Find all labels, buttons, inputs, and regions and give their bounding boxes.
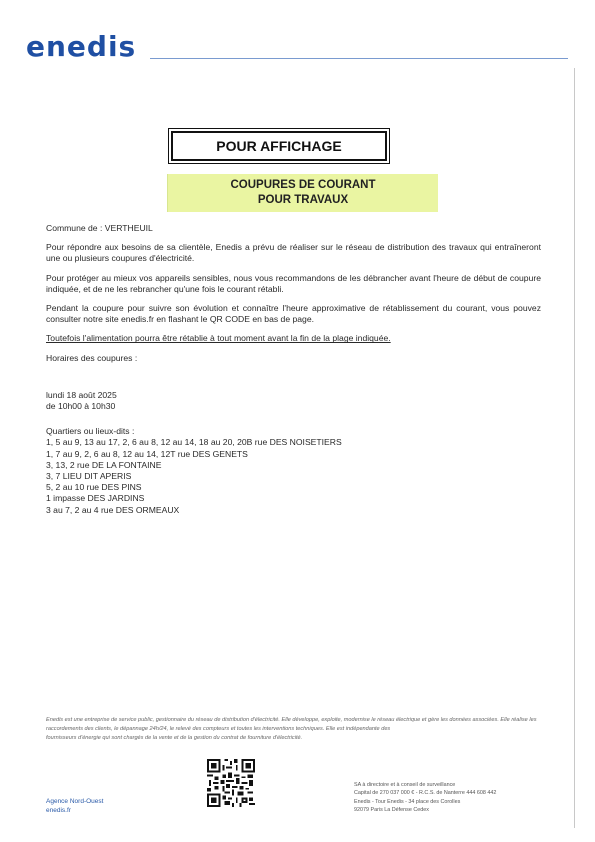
page-edge-line	[574, 68, 575, 828]
quartier-item: 3 au 7, 2 au 4 rue DES ORMEAUX	[46, 504, 180, 515]
paragraph-2: Pour protéger au mieux vos appareils sensibles, nous vous recommandons de les débrancher avant l'heure de début de coupure indiquée, et de ne les rebrancher qu'une fois le courant rétabli.	[46, 272, 541, 294]
quartier-item: 1, 7 au 9, 2, 6 au 8, 12 au 14, 12T rue DES GENETS	[46, 448, 248, 459]
enedis-logo: enedis	[26, 30, 137, 63]
quartier-item: 3, 7 LIEU DIT APERIS	[46, 471, 132, 482]
paragraph-3: Pendant la coupure pour suivre son évolution et connaître l'heure approximative de rétablissement du courant, vous pouvez consulter notre site enedis.fr en flashant le QR CODE en bas de page.	[46, 303, 541, 325]
company-line-2: Capital de 270 037 000 € - R.C.S. de Nanterre 444 608 442	[354, 790, 497, 797]
agency-name: Agence Nord-Ouest	[46, 798, 104, 805]
quartiers-label: Quartiers ou lieux-dits :	[46, 426, 135, 437]
coupures-title-box	[167, 174, 438, 212]
commune-line: Commune de : VERTHEUIL	[46, 223, 153, 233]
pour-affichage-box	[171, 131, 387, 161]
quartier-item: 1 impasse DES JARDINS	[46, 493, 145, 504]
footer-company-info	[354, 781, 496, 815]
quartier-item: 1, 5 au 9, 13 au 17, 2, 6 au 8, 12 au 14, 18 au 20, 20B rue DES NOISETIERS	[46, 437, 342, 448]
header-rule	[150, 58, 568, 59]
legal-notice	[46, 716, 546, 743]
company-line-3: Enedis - Tour Enedis - 34 place des Corolles	[354, 798, 461, 805]
footer-agency	[46, 797, 103, 815]
coupure-date: lundi 18 août 2025	[46, 389, 117, 400]
quartier-item: 5, 2 au 10 rue DES PINS	[46, 482, 142, 493]
quartiers-list	[46, 437, 541, 515]
legal-line-2: fournisseurs d'énergie qui sont chargés de la vente et de la gestion du contrat de fourniture d'électricité.	[46, 735, 303, 741]
coupure-time: de 10h00 à 10h30	[46, 401, 116, 412]
legal-line-1: Enedis est une entreprise de service public, gestionnaire du réseau de distribution d'électricité. Elle développe, exploite, modernise le réseau électrique et gère les données associées. Elle réalise les raccordements des clients, le dépannage 24h/24, le relevé des compteurs et toutes les interventions techniques. Elle est indépendante des	[46, 717, 537, 732]
notice-body	[46, 223, 541, 516]
affichage-label: POUR AFFICHAGE	[216, 138, 342, 154]
title-line-2: POUR TRAVAUX	[257, 194, 349, 206]
paragraph-4: Toutefois l'alimentation pourra être rétablie à tout moment avant la fin de la plage indiquée.	[46, 333, 391, 344]
website-link[interactable]: enedis.fr	[46, 807, 71, 814]
horaires-label: Horaires des coupures :	[46, 352, 138, 363]
quartier-item: 3, 13, 2 rue DE LA FONTAINE	[46, 459, 162, 470]
paragraph-1: Pour répondre aux besoins de sa clientèle, Enedis a prévu de réaliser sur le réseau de distribution des travaux qui entraîneront une ou plusieurs coupures d'électricité.	[46, 242, 541, 264]
company-line-1: SA à directoire et à conseil de surveillance	[354, 782, 456, 788]
qr-code-icon[interactable]	[207, 759, 255, 807]
company-line-4: 92079 Paris La Défense Cedex	[354, 807, 429, 814]
title-line-1: COUPURES DE COURANT	[230, 179, 376, 191]
